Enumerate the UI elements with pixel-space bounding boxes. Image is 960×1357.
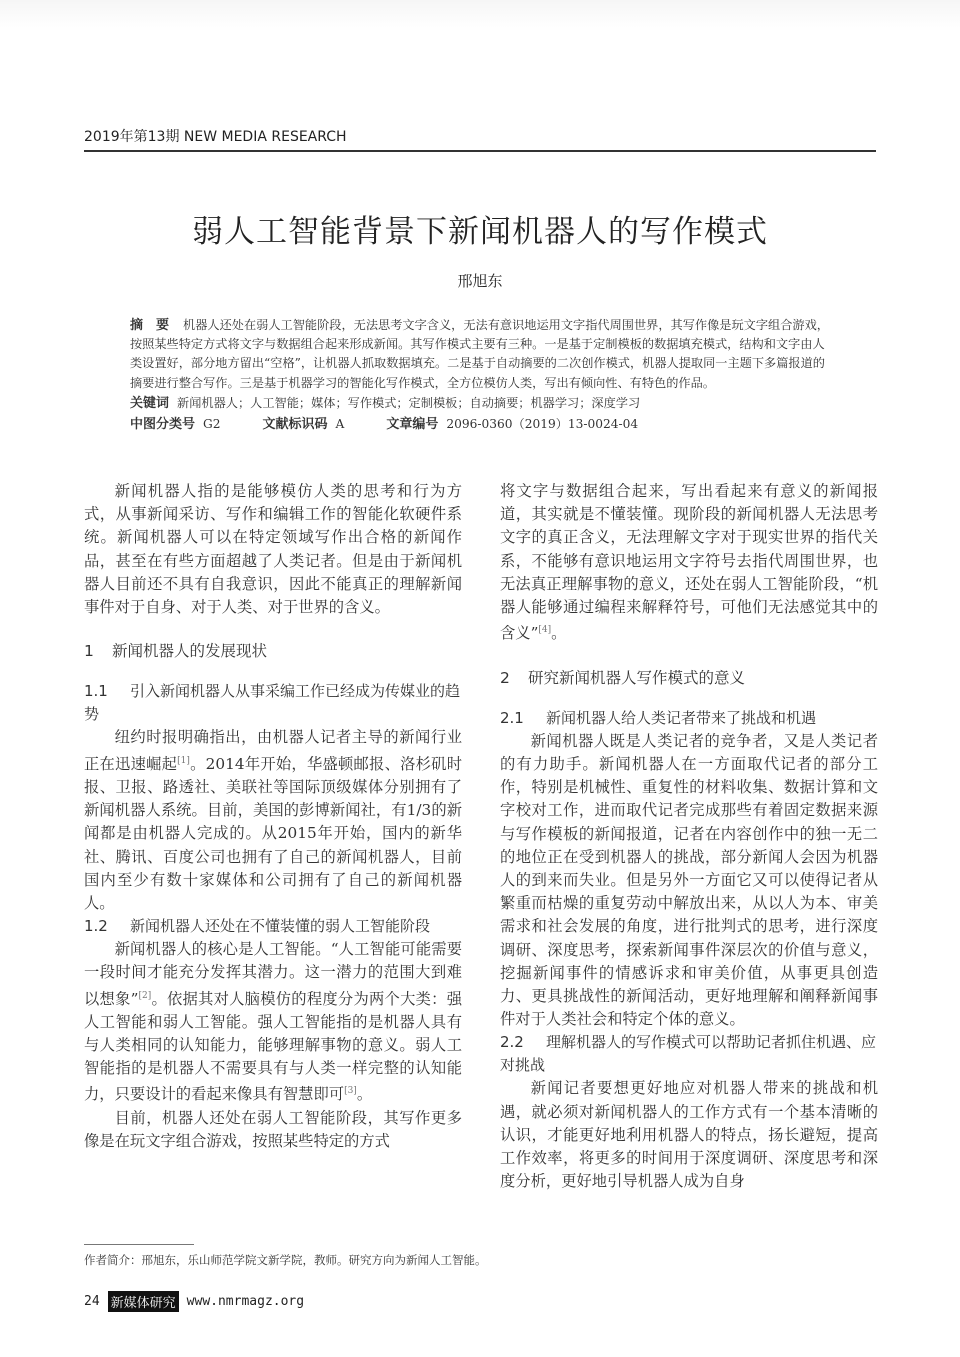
section-1-number: 1: [84, 642, 94, 661]
section-1-1-heading: [84, 680, 462, 726]
classification-line: [130, 414, 830, 435]
section-2-heading: [500, 667, 878, 690]
footnote-divider: [84, 1244, 194, 1245]
citation-2[interactable]: [2]: [138, 990, 152, 1001]
s11-text-b: 。2014年开始，华盛顿邮报、洛杉矶时报、卫报、路透社、美联社等国际顶级媒体分别拥有了新闻机器人系统。目前，美国的彭博新闻社，有1/3的新闻都是由机器人完成的。从2015年开始，国内的新华社、腾讯、百度公司也拥有了自己的新闻机器人，目前国内至少有数十家媒体和公司拥有了自己的新闻机器人。: [84, 754, 462, 912]
continued-paragraph: [500, 480, 878, 646]
citation-4[interactable]: [4]: [538, 625, 552, 636]
keywords-text: 新闻机器人；人工智能；媒体；写作模式；定制模板；自动摘要；机器学习；深度学习: [177, 395, 641, 410]
intro-paragraph: 新闻机器人指的是能够模仿人类的思考和行为方式，从事新闻采访、写作和编辑工作的智能化软硬件系统。新闻机器人可以在特定领域写作出合格的新闻作品，甚至在有些方面超越了人类记者。但是由于新闻机器人目前还不具有自我意识，因此不能真正的理解新闻事件对于自身、对于人类、对于世界的含义。: [84, 482, 462, 617]
section-2-2-heading: [500, 1031, 878, 1077]
section-1-2-title: 新闻机器人还处在不懂装懂的弱人工智能阶段: [130, 917, 431, 936]
section-1-heading: [84, 640, 462, 663]
abstract: [130, 316, 830, 393]
section-1-2-paragraph: [84, 938, 462, 1107]
journal-header: 2019年第13期 NEW MEDIA RESEARCH: [84, 126, 876, 152]
article-author: 邢旭东: [457, 272, 503, 290]
citation-1[interactable]: [1]: [177, 755, 190, 766]
clc-label: 中图分类号: [130, 416, 196, 432]
abstract-text: 机器人还处在弱人工智能阶段，无法思考文字含义，无法有意识地运用文字指代周围世界，其写作像是玩文字组合游戏，按照某些特定方式将文字与数据组合起来形成新闻。其写作模式主要有三种。一是基于定制模板的数据填充模式，结构和文字由人类设置好，部分地方留出“空格”，让机器人抓取数据填充。二是基于自动摘要的二次创作模式，机器人提取同一主题下多篇报道的摘要进行整合写作。三是基于机器学习的智能化写作模式，全方位模仿人类，写出有倾向性、有特色的作品。: [130, 318, 829, 390]
cont-end: 。: [551, 624, 567, 643]
article-number-label: 文章编号: [386, 416, 439, 432]
doc-code-value: A: [335, 416, 345, 431]
keywords-label: 关键词: [130, 395, 170, 411]
author-footnote: 作者简介：邢旭东，乐山师范学院文新学院，教师。研究方向为新闻人工智能。: [84, 1253, 487, 1267]
citation-3[interactable]: [3]: [344, 1086, 357, 1097]
clc-value: G2: [203, 416, 221, 431]
section-2-1-title: 新闻机器人给人类记者带来了挑战和机遇: [546, 708, 817, 727]
abstract-block: [130, 316, 830, 435]
journal-url[interactable]: www.nmrmagz.org: [186, 1294, 305, 1309]
section-2-1-paragraph: 新闻机器人既是人类记者的竞争者，又是人类记者的有力助手。新闻机器人在一方面取代记者的部分工作，特别是机械性、重复性的材料收集、数据计算和文字校对工作，进而取代记者完成那些有着固定数据来源与写作模板的新闻报道，记者在内容创作中的独一无二的地位正在受到机器人的挑战，部分新闻人会因为机器人的到来而失业。但是另外一方面它又可以使得记者从繁重而枯燥的重复劳动中解放出来，从以人为本、审美需求和社会发展的角度，进行批判式的思考，进行深度调研、深度思考，探索新闻事件深层次的价值与意义，挖掘新闻事件的情感诉求和审美价值，从事更具创造力、更具挑战性的新闻活动，更好地理解和阐释新闻事件对于人类社会和特定个体的意义。: [500, 731, 878, 1029]
section-1-1-paragraph: [84, 726, 462, 915]
top-watermark-band: [0, 0, 960, 28]
s12-text-c: 。: [356, 1085, 373, 1104]
keywords: [130, 393, 830, 414]
section-1-1-title: 引入新闻机器人从事采编工作已经成为传媒业的趋势: [84, 682, 461, 724]
doc-code-label: 文献标识码: [262, 416, 328, 432]
section-2-number: 2: [500, 668, 510, 687]
section-2-1-number: 2.1: [500, 708, 524, 727]
s12-text-b: 。依据其对人脑模仿的程度分为两个大类：强人工智能和弱人工智能。强人工智能指的是机器人具有与人类相同的认知能力，能够理解事物的意义。弱人工智能指的是机器人不需要具有与人类一样完整的认知能力，只要设计的看起来像具有智慧即可: [84, 989, 462, 1104]
s11-text-a: 纽约时报明确指出，由机器人记者主导的新闻行业正在迅速崛起: [84, 728, 462, 773]
section-2-title: 研究新闻机器人写作模式的意义: [528, 668, 746, 687]
s12-text-a: 新闻机器人的核心是人工智能。“人工智能可能需要一段时间才能充分发挥其潜力。这一潜力的范围大到难以想象”: [84, 940, 462, 1008]
section-1-2-number: 1.2: [84, 917, 108, 936]
section-2-2-paragraph: 新闻记者要想更好地应对机器人带来的挑战和机遇，就必须对新闻机器人的工作方式有一个基本清晰的认识，才能更好地利用机器人的特点，扬长避短，提高工作效率，将更多的时间用于深度调研、深度思考和深度分析，更好地引导机器人成为自身: [500, 1079, 878, 1191]
article-title: 弱人工智能背景下新闻机器人的写作模式: [192, 214, 768, 250]
article-number-value: 2096-0360（2019）13-0024-04: [446, 416, 639, 431]
section-2-2-title: 理解机器人的写作模式可以帮助记者抓住机遇、应对挑战: [500, 1033, 877, 1075]
page-footer: [84, 1291, 304, 1312]
section-1-2-heading: [84, 915, 462, 938]
section-2-2-number: 2.2: [500, 1033, 524, 1052]
section-2-1-heading: [500, 707, 878, 730]
section-1-1-number: 1.1: [84, 682, 108, 701]
abstract-label: 摘 要: [130, 318, 170, 333]
cont-text: 将文字与数据组合起来，写出看起来有意义的新闻报道，其实就是不懂装懂。现阶段的新闻机器人无法思考文字的真正含义，无法理解文字对于现实世界的指代关系，不能够有意识地运用文字符号去指代周围世界，也无法真正理解事物的意义，还处在弱人工智能阶段，“机器人能够通过编程来解释符号，可他们无法感觉其中的含义”: [500, 482, 878, 643]
section-1-2-paragraph-2: 目前，机器人还处在弱人工智能阶段，其写作更多像是在玩文字组合游戏，按照某些特定的方式: [84, 1108, 462, 1150]
section-1-title: 新闻机器人的发展现状: [112, 642, 268, 661]
page-number: 24: [84, 1294, 100, 1309]
right-column: [500, 480, 878, 1193]
left-column: [84, 480, 462, 1153]
journal-brand: 新媒体研究: [108, 1291, 179, 1312]
